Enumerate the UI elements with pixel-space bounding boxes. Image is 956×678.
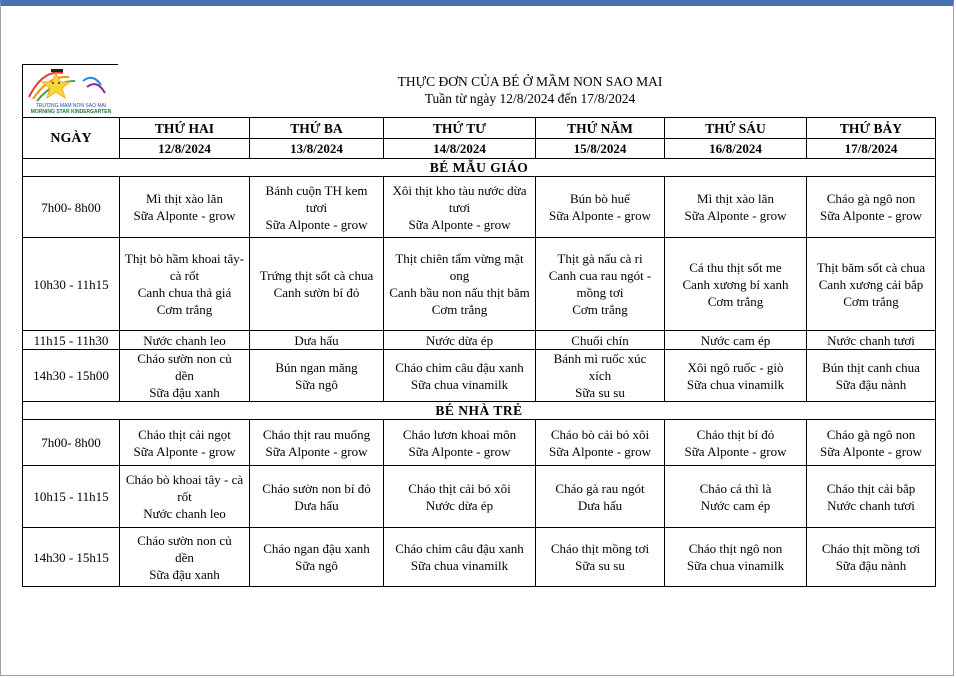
- meal-row: [23, 350, 936, 402]
- menu-item-line: Cháo ngan đậu xanh: [263, 541, 370, 556]
- menu-cell: [536, 331, 665, 350]
- menu-item-line: Nước dừa ép: [425, 497, 494, 513]
- menu-cell: [384, 466, 536, 528]
- day-name: THỨ NĂM: [536, 118, 665, 139]
- menu-item-line: Trứng thịt sốt cà chua: [259, 268, 374, 283]
- menu-cell: [807, 238, 936, 331]
- menu-item-line: Cháo cá thì là: [699, 480, 772, 496]
- menu-cell: [250, 238, 384, 331]
- menu-cell: [807, 528, 936, 587]
- menu-item-line: Sữa đậu nành: [835, 376, 907, 392]
- menu-item-line: Nước chanh leo: [143, 506, 226, 521]
- menu-cell: [536, 466, 665, 528]
- menu-item-line: Cháo thịt ngô non: [688, 541, 783, 556]
- menu-cell: [120, 528, 250, 587]
- menu-item-line: Sữa ngô: [295, 376, 338, 392]
- menu-cell: [807, 350, 936, 402]
- menu-table: [22, 117, 936, 587]
- meal-row: [23, 466, 936, 528]
- meal-time: 10h30 - 11h15: [23, 238, 120, 331]
- day-header-row: [23, 118, 936, 139]
- menu-item-line: Canh sườn bí đỏ: [273, 285, 360, 300]
- menu-item-line: rốt: [177, 489, 192, 504]
- menu-item-line: Cháo thịt cải bó xôi: [408, 480, 511, 496]
- menu-item-line: Sữa Alponte - grow: [133, 443, 236, 459]
- menu-item-line: Canh chua thả giá: [137, 285, 232, 300]
- date-row: [23, 139, 936, 159]
- menu-item-line: cà rốt: [169, 268, 200, 283]
- menu-cell: [120, 350, 250, 402]
- menu-item-line: dền: [175, 368, 194, 383]
- menu-item-line: Nước chanh tươi: [827, 497, 915, 513]
- meal-time: 10h15 - 11h15: [23, 466, 120, 528]
- divider: [22, 64, 118, 65]
- menu-cell: [250, 331, 384, 350]
- menu-cell: [807, 420, 936, 466]
- day-name: THỨ BẢY: [807, 118, 936, 139]
- menu-cell: [665, 238, 807, 331]
- star-logo-icon: [23, 67, 118, 103]
- menu-item-line: Mì thịt xào lăn: [146, 191, 223, 206]
- menu-item-line: Sữa Alponte - grow: [133, 208, 236, 223]
- menu-item-line: Cơm trắng: [156, 302, 213, 317]
- menu-item-line: Dưa hấu: [577, 497, 623, 513]
- menu-item-line: Cháo gà ngô non: [826, 191, 916, 206]
- menu-item-line: Sữa Alponte - grow: [684, 443, 787, 459]
- menu-item-line: Sữa Alponte - grow: [548, 208, 651, 223]
- menu-item-line: Cá thu thịt sốt me: [689, 259, 782, 275]
- menu-cell: [536, 528, 665, 587]
- meal-time: 14h30 - 15h15: [23, 528, 120, 587]
- menu-item-line: Thịt băm sốt cà chua: [816, 259, 926, 275]
- menu-cell: [665, 466, 807, 528]
- menu-item-line: mồng tơi: [576, 285, 624, 300]
- menu-item-line: Cơm trắng: [707, 293, 764, 309]
- menu-item-line: Bún thịt canh chua: [822, 359, 920, 375]
- section-header-row: [23, 402, 936, 420]
- menu-item-line: Cháo sườn non củ: [137, 532, 232, 548]
- menu-item-line: Dưa hấu: [294, 332, 339, 348]
- menu-item-line: Canh cua rau ngót -: [548, 268, 652, 283]
- menu-cell: [384, 528, 536, 587]
- day-date: 13/8/2024: [250, 139, 384, 159]
- menu-cell: [665, 331, 807, 350]
- menu-item-line: Cơm trắng: [843, 293, 899, 309]
- menu-cell: [120, 238, 250, 331]
- menu-item-line: Canh xương cải bắp: [818, 276, 924, 292]
- meal-row: [23, 177, 936, 238]
- menu-item-line: tươi: [448, 199, 471, 215]
- day-name: THỨ TƯ: [384, 118, 536, 139]
- menu-cell: [665, 420, 807, 466]
- menu-item-line: Cháo gà ngô non: [826, 426, 916, 442]
- school-logo: [23, 67, 118, 119]
- menu-item-line: Thịt gà nấu cà ri: [557, 251, 643, 266]
- meal-row: [23, 528, 936, 587]
- menu-cell: [384, 177, 536, 238]
- day-date: 16/8/2024: [665, 139, 807, 159]
- menu-cell: [120, 177, 250, 238]
- menu-cell: [120, 331, 250, 350]
- menu-item-line: Thịt chiên tẩm vừng mật: [395, 251, 524, 266]
- logo-school-name: TRƯỜNG MẦM NON SAO MAI: [35, 103, 107, 109]
- menu-item-line: Sữa Alponte - grow: [408, 216, 511, 232]
- menu-item-line: Sữa Alponte - grow: [408, 443, 511, 459]
- menu-item-line: Sữa Alponte - grow: [819, 443, 922, 459]
- day-name: THỨ BA: [250, 118, 384, 139]
- page-header: [240, 73, 820, 107]
- menu-item-line: Cháo bò khoai tây - cà: [125, 472, 244, 487]
- menu-item-line: Cháo thịt bí đỏ: [696, 426, 775, 442]
- menu-cell: [384, 331, 536, 350]
- meal-row: [23, 331, 936, 350]
- menu-cell: [250, 350, 384, 402]
- menu-item-line: Cháo gà rau ngót: [555, 480, 645, 496]
- menu-cell: [536, 238, 665, 331]
- menu-cell: [250, 528, 384, 587]
- menu-item-line: Xôi ngô ruốc - giò: [687, 359, 784, 375]
- menu-cell: [120, 466, 250, 528]
- menu-cell: [250, 420, 384, 466]
- menu-item-line: Bánh cuộn TH kem: [265, 182, 368, 198]
- menu-item-line: Nước dừa ép: [425, 332, 494, 348]
- menu-item-line: Canh bầu non nấu thịt băm: [389, 285, 530, 300]
- meal-time: 14h30 - 15h00: [23, 350, 120, 402]
- section-title: BÉ MẪU GIÁO: [23, 159, 936, 177]
- menu-item-line: Sữa đậu xanh: [149, 566, 220, 582]
- meal-time: 7h00- 8h00: [23, 420, 120, 466]
- menu-item-line: Cháo thịt rau muống: [262, 426, 371, 442]
- logo-school-name-en: MORNING STAR KINDERGARTEN: [30, 109, 112, 115]
- ngay-label: NGÀY: [23, 118, 120, 159]
- menu-cell: [384, 238, 536, 331]
- menu-cell: [665, 177, 807, 238]
- section-title: BÉ NHÀ TRẺ: [23, 402, 936, 420]
- menu-item-line: Cháo chim câu đậu xanh: [395, 359, 524, 375]
- menu-item-line: Sữa đậu nành: [835, 558, 907, 573]
- menu-item-line: Cháo thịt mồng tơi: [550, 541, 650, 556]
- menu-cell: [807, 331, 936, 350]
- menu-cell: [536, 420, 665, 466]
- menu-item-line: Cháo sườn non củ: [137, 351, 232, 366]
- menu-item-line: dền: [175, 549, 194, 565]
- menu-cell: [384, 420, 536, 466]
- menu-item-line: Sữa đậu xanh: [149, 385, 220, 400]
- menu-item-line: Sữa ngô: [295, 558, 338, 573]
- menu-item-line: Sữa Alponte - grow: [819, 208, 922, 223]
- menu-item-line: Sữa chua vinamilk: [686, 376, 785, 392]
- menu-item-line: Cháo bò cải bó xôi: [550, 426, 650, 442]
- menu-item-line: Chuối chín: [571, 332, 629, 348]
- menu-cell: [120, 420, 250, 466]
- menu-cell: [665, 350, 807, 402]
- menu-item-line: Mì thịt xào lăn: [697, 191, 774, 206]
- menu-item-line: xích: [588, 368, 612, 383]
- menu-item-line: Sữa Alponte - grow: [684, 208, 787, 223]
- menu-item-line: Nước cam ép: [700, 497, 771, 513]
- menu-item-line: Bún ngan măng: [275, 359, 358, 375]
- menu-item-line: Sữa chua vinamilk: [410, 558, 509, 573]
- menu-cell: [250, 466, 384, 528]
- menu-cell: [807, 466, 936, 528]
- menu-item-line: Nước chanh leo: [143, 332, 226, 348]
- menu-body: [23, 159, 936, 587]
- menu-item-line: Cơm trắng: [431, 302, 488, 317]
- page-subtitle: Tuần từ ngày 12/8/2024 đến 17/8/2024: [424, 91, 636, 106]
- menu-item-line: Cháo sườn non bí đỏ: [262, 480, 371, 496]
- menu-cell: [665, 528, 807, 587]
- menu-cell: [536, 177, 665, 238]
- menu-item-line: Dưa hấu: [294, 497, 339, 513]
- menu-item-line: ong: [449, 268, 470, 283]
- day-name: THỨ HAI: [120, 118, 250, 139]
- menu-item-line: Cháo lươn khoai môn: [402, 426, 517, 442]
- menu-item-line: Sữa chua vinamilk: [410, 376, 509, 392]
- day-date: 12/8/2024: [120, 139, 250, 159]
- menu-item-line: Sữa chua vinamilk: [686, 558, 785, 573]
- menu-item-line: Sữa Alponte - grow: [548, 443, 651, 459]
- menu-item-line: Canh xương bí xanh: [682, 276, 789, 292]
- menu-cell: [384, 350, 536, 402]
- meal-time: 11h15 - 11h30: [23, 331, 120, 350]
- day-date: 14/8/2024: [384, 139, 536, 159]
- meal-row: [23, 238, 936, 331]
- menu-item-line: Bún bò huế: [570, 191, 630, 206]
- page-title: THỰC ĐƠN CỦA BÉ Ở MẦM NON SAO MAI: [397, 74, 663, 89]
- menu-cell: [250, 177, 384, 238]
- menu-item-line: Thịt bò hầm khoai tây-: [124, 251, 245, 266]
- section-header-row: [23, 159, 936, 177]
- day-date: 17/8/2024: [807, 139, 936, 159]
- meal-time: 7h00- 8h00: [23, 177, 120, 238]
- day-name: THỨ SÁU: [665, 118, 807, 139]
- menu-item-line: Bánh mì ruốc xúc: [553, 351, 647, 366]
- day-date: 15/8/2024: [536, 139, 665, 159]
- menu-item-line: Nước cam ép: [700, 332, 771, 348]
- menu-item-line: Sữa Alponte - grow: [265, 443, 368, 459]
- menu-item-line: Cháo thịt cải bắp: [826, 480, 916, 496]
- menu-item-line: Cháo thịt cải ngọt: [138, 426, 231, 442]
- menu-item-line: Sữa su su: [575, 385, 625, 400]
- menu-cell: [807, 177, 936, 238]
- menu-cell: [536, 350, 665, 402]
- menu-item-line: Xôi thịt kho tàu nước dừa: [392, 182, 527, 198]
- menu-item-line: tươi: [305, 199, 328, 215]
- menu-item-line: Sữa Alponte - grow: [265, 216, 368, 232]
- menu-item-line: Cơm trắng: [572, 302, 628, 317]
- menu-item-line: Cháo chim câu đậu xanh: [395, 541, 524, 556]
- meal-row: [23, 420, 936, 466]
- menu-item-line: Nước chanh tươi: [827, 332, 915, 348]
- menu-item-line: Cháo thịt mồng tơi: [821, 541, 921, 556]
- menu-item-line: Sữa su su: [575, 558, 625, 573]
